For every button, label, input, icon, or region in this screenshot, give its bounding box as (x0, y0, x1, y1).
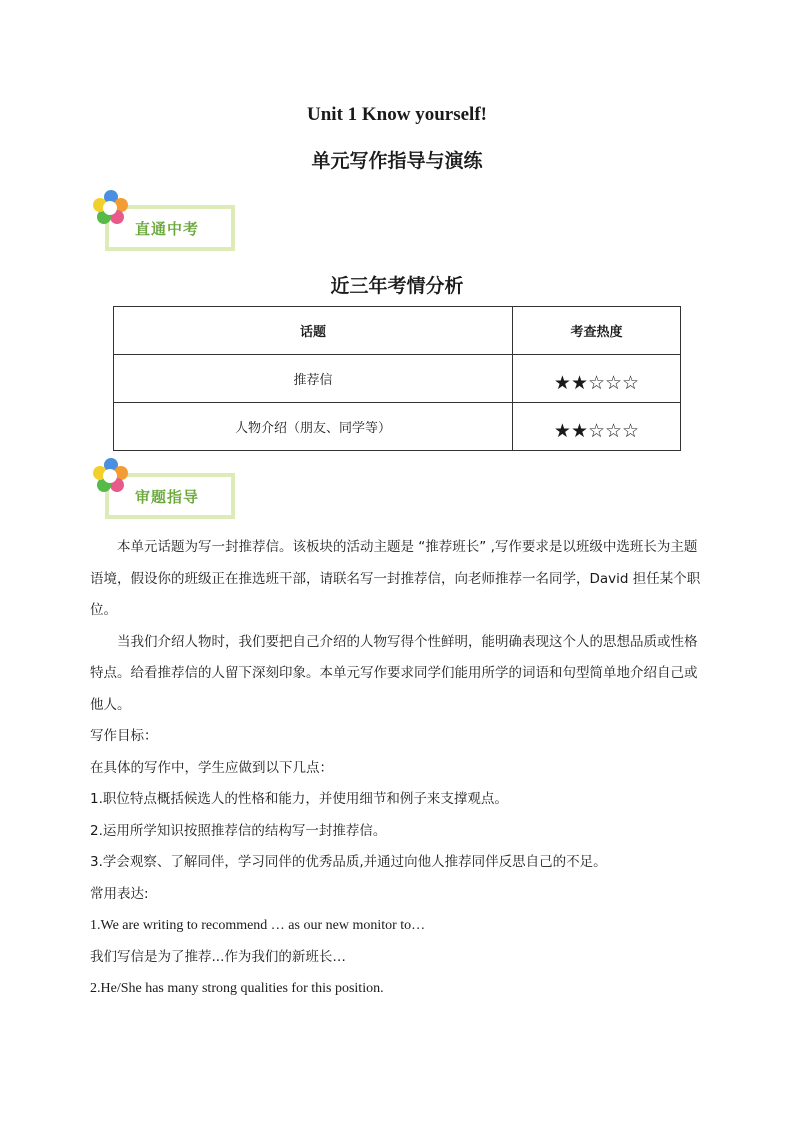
paragraph: 当我们介绍人物时，我们要把自己介绍的人物写得个性鲜明，能明确表现这个人的思想品质或性格特点。给看推荐信的人留下深刻印象。本单元写作要求同学们能用所学的词语和句型简单地介绍自己或他人。 (90, 633, 698, 713)
table-row (114, 355, 681, 403)
unit-title: Unit 1 Know yourself! (307, 104, 487, 125)
star-rating: ★★☆☆☆ (553, 371, 640, 394)
section-badge-guide (90, 455, 242, 521)
table-header-row (114, 307, 681, 355)
section-badge-exam (90, 187, 242, 253)
text-line: 1.We are writing to recommend … as our new monitor to… (90, 918, 426, 933)
text-line: 2.He/She has many strong qualities for this position. (90, 981, 384, 996)
body-text (90, 532, 708, 1005)
text-line: 我们写信是为了推荐...作为我们的新班长… (90, 948, 346, 965)
flower-icon (90, 455, 134, 499)
badge-label: 审题指导 (135, 487, 200, 506)
flower-icon (90, 187, 134, 231)
star-rating: ★★☆☆☆ (553, 419, 640, 442)
table-heading: 近三年考情分析 (330, 275, 464, 297)
table-row (114, 403, 681, 451)
paragraph: 本单元话题为写一封推荐信。该板块的活动主题是 “推荐班长” ,写作要求是以班级中选班长为主题语境，假设你的班级正在推选班干部，请联名写一封推荐信，向老师推荐一名同学，David 担任某个职位。 (90, 539, 701, 618)
badge-label: 直通中考 (135, 219, 200, 238)
text-line: 在具体的写作中，学生应做到以下几点： (90, 759, 333, 776)
text-line: 常用表达: (90, 885, 149, 902)
text-line: 3.学会观察、了解同伴，学习同伴的优秀品质,并通过向他人推荐同伴反思自己的不足。 (90, 854, 607, 870)
text-line: 2.运用所学知识按照推荐信的结构写一封推荐信。 (90, 822, 387, 839)
col-header-topic: 话题 (114, 307, 513, 355)
text-line: 1.职位特点概括候选人的性格和能力，并使用细节和例子来支撑观点。 (90, 791, 508, 807)
topic-cell: 推荐信 (114, 355, 513, 403)
analysis-table (113, 306, 681, 451)
page-title: 单元写作指导与演练 (311, 150, 483, 172)
topic-cell: 人物介绍（朋友、同学等） (114, 403, 513, 451)
col-header-heat: 考查热度 (513, 307, 681, 355)
text-line: 写作目标： (90, 728, 158, 744)
